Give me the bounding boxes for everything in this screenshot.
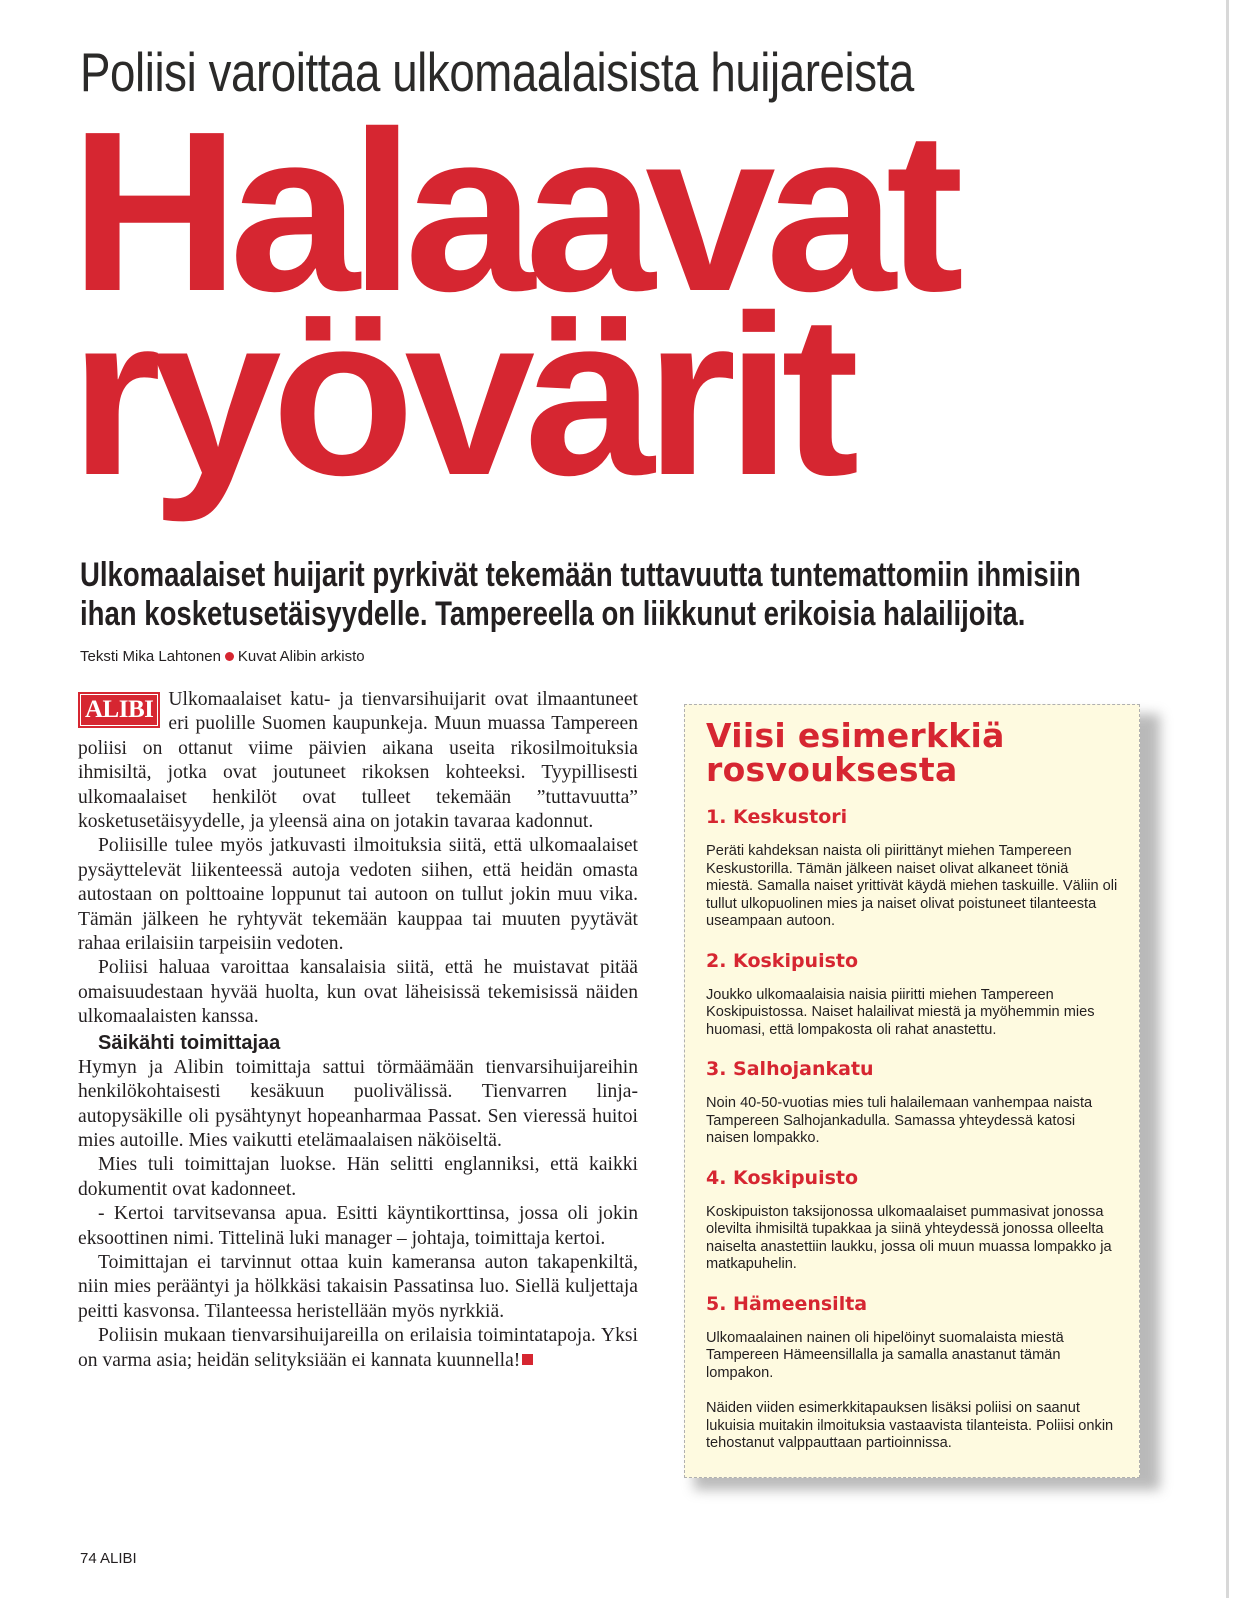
sidebar-item-heading: 4. Koskipuisto [706, 1166, 859, 1189]
article-paragraph [78, 1324, 638, 1373]
sidebar-title-line-2: rosvouksesta [706, 750, 958, 789]
sidebar-title [706, 716, 1119, 789]
sidebar-item-text: Ulkomaalainen nainen oli hipelöinyt suomalaista miestä Tampereen Hämeensillalla ja samalla anastanut tämän lompakon. [706, 1329, 1064, 1381]
end-mark-icon [522, 1354, 533, 1365]
article-paragraph: Poliisi haluaa varoittaa kansalaisia siitä, että he muistavat pitää omaisuudestaan hyvää huolta, kun ovat läheisissä tekemisissä näiden ulkomaalaisten kanssa. [78, 957, 638, 1028]
sidebar-title-line-1: Viisi esimerkkiä [706, 716, 1005, 755]
sidebar-item-heading: 5. Hämeensilta [706, 1292, 868, 1315]
bullet-icon [225, 652, 234, 661]
headline [70, 85, 1239, 523]
sidebar-item-heading: 2. Koskipuisto [706, 949, 859, 972]
article-paragraph: Mies tuli toimittajan luokse. Hän selitti englanniksi, että kaikki dokumentit ovat kadonneet. [78, 1154, 638, 1200]
article-paragraph: Toimittajan ei tarvinnut ottaa kuin kameransa auton takapenkiltä, niin mies perääntyi ja hölkkäsi takaisin Passatinsa luo. Siellä kuljettaja peitti kasvonsa. Tilanteessa heristellään myös nyrkkiä. [78, 1251, 638, 1322]
sidebar-closing: Näiden viiden esimerkkitapauksen lisäksi poliisi on saanut lukuisia muitakin ilmoituksia vastaavista tilanteista. Poliisi onkin tehostanut valppauttaan partioinnissa. [706, 1400, 1114, 1451]
article-paragraph-text: Ulkomaalaiset katu- ja tienvarsihuijarit ovat ilmaantuneet eri puolille Suomen kaupunkeja. Muun muassa Tampereen poliisi on ottanut viime päivien aikana useita rikosilmoituksia ihmisiltä, jotka ovat joutuneet rikoksen kohteeksi. Tyypillisesti ulkomaalaiset henkilöt ovat tulleet tekemään ”tuttavuutta” kosketusetäisyydelle, ja yleensä aina on jotakin tavaraa kadonnut. [78, 689, 638, 833]
article-paragraph [78, 688, 638, 834]
lead-line-2: ihan kosketusetäisyydelle. Tampereella on liikkunut erikoisia halailijoita. [80, 595, 1026, 633]
photo-credit: Kuvat Alibin arkisto [237, 648, 365, 665]
kicker: Poliisi varoittaa ulkomaalaisista huijareista [80, 41, 914, 103]
lead-paragraph [80, 556, 1125, 634]
article-subhead: Säikähti toimittajaa [98, 1031, 281, 1054]
alibi-logo: ALIBI [78, 692, 160, 728]
sidebar-item-heading: 1. Keskustori [706, 806, 848, 828]
sidebar-item-heading: 3. Salhojankatu [706, 1058, 874, 1080]
sidebar-item-text: Peräti kahdeksan naista oli piirittänyt miehen Tampereen Keskustorilla. Tämän jälkeen naiset olivat alkaneet töniä miestä. Samalla naiset yrittivät käydä miehen taskuille. Väliin oli tullut ulkopuolinen mies ja naiset olivat poistuneet tilanteesta useampaan autoon. [706, 843, 1118, 929]
sidebar-item-text: Joukko ulkomaalaisia naisia piiritti miehen Tampereen Koskipuistossa. Naiset halailivat miestä ja myöhemmin mies huomasi, että lompakosta oli rahat anastettu. [706, 986, 1095, 1038]
page-folio: 74 ALIBI [80, 1550, 137, 1567]
article-paragraph-text: Poliisin mukaan tienvarsihuijareilla on erilaisia toimintatapoja. Yksi on varma asia; heidän selityksiään ei kannata kuunnella! [78, 1325, 638, 1371]
sidebar-item-text: Koskipuiston taksijonossa ulkomaalaiset pummasivat jonossa olevilta ihmisiltä tupakkaa ja siinä yhteydessä jonossa olleelta naiselta anastettiin laukku, jossa oli muun muassa lompakko ja matkapuhelin. [706, 1203, 1112, 1272]
byline [80, 648, 365, 665]
article-body [78, 688, 638, 1373]
article-paragraph: Hymyn ja Alibin toimittaja sattui törmäämään tienvarsihuijareihin henkilökohtaisesti kesäkuun puolivälissä. Tienvarren linja-autopysäkille oli pysähtynyt hopeanharmaa Passat. Sen vieressä huitoi mies autoille. Mies vaikutti etelämaalaisen näköiseltä. [78, 1056, 638, 1151]
headline-line-2: ryövärit [70, 269, 850, 523]
sidebar-box [684, 704, 1140, 1478]
text-credit: Teksti Mika Lahtonen [80, 648, 221, 665]
sidebar-item-text: Noin 40-50-vuotias mies tuli halailemaan vanhempaa naista Tampereen Salhojankadulla. Samassa yhteydessä katosi naisen lompakko. [706, 1095, 1093, 1146]
headline-line-1: Halaavat [70, 85, 954, 339]
article-paragraph: - Kertoi tarvitsevansa apua. Esitti käyntikorttinsa, jossa oli jokin eksoottinen nimi. Tittelinä luki manager – johtaja, toimittaja kertoi. [78, 1203, 638, 1249]
article-paragraph: Poliisille tulee myös jatkuvasti ilmoituksia siitä, että ulkomaalaiset pysäyttelevät liikenteessä autoja vedoten siihen, että heidän omasta autostaan on polttoaine loppunut tai autoon on tullut jokin muu vika. Tämän jälkeen he ryhtyvät tekemään kauppaa tai muuten pyytävät rahaa erilaisiin tarpeisiin vedoten. [78, 835, 638, 955]
lead-line-1: Ulkomaalaiset huijarit pyrkivät tekemään tuttavuutta tuntemattomiin ihmisiin [80, 556, 1081, 594]
